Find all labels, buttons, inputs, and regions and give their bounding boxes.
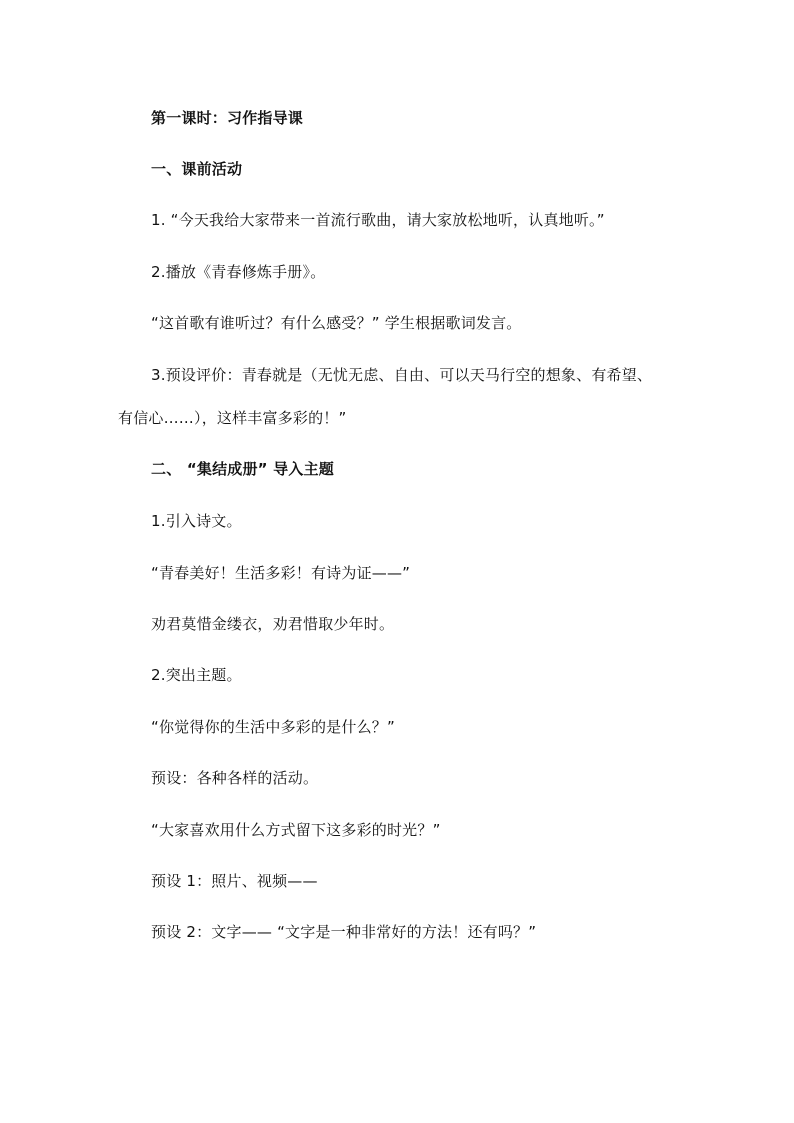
paragraph: “大家喜欢用什么方式留下这多彩的时光？” (151, 821, 441, 839)
paragraph: 预设 2：文字—— “文字是一种非常好的方法！还有吗？” (151, 923, 537, 941)
lesson-title: 第一课时：习作指导课 (151, 109, 304, 127)
paragraph: 3.预设评价：青春就是（无忧无虑、自由、可以天马行空的想象、有希望、 (151, 366, 653, 384)
paragraph: 1. “今天我给大家带来一首流行歌曲，请大家放松地听，认真地听。” (151, 211, 605, 229)
paragraph: 1.引入诗文。 (151, 512, 242, 530)
section-heading-1: 一、课前活动 (151, 160, 243, 178)
paragraph: 2.突出主题。 (151, 666, 242, 684)
section-heading-2: 二、 “集结成册” 导入主题 (151, 460, 334, 478)
paragraph: “青春美好！生活多彩！有诗为证——” (151, 564, 411, 582)
paragraph: 预设：各种各样的活动。 (151, 769, 319, 787)
paragraph: “你觉得你的生活中多彩的是什么？” (151, 718, 395, 736)
paragraph-continuation: 有信心……），这样丰富多彩的！” (118, 409, 347, 427)
paragraph: 2.播放《青春修炼手册》。 (151, 263, 326, 281)
paragraph: 劝君莫惜金缕衣，劝君惜取少年时。 (151, 615, 395, 633)
paragraph: 预设 1：照片、视频—— (151, 872, 318, 890)
paragraph: “这首歌有谁听过？有什么感受？” 学生根据歌词发言。 (151, 314, 522, 332)
